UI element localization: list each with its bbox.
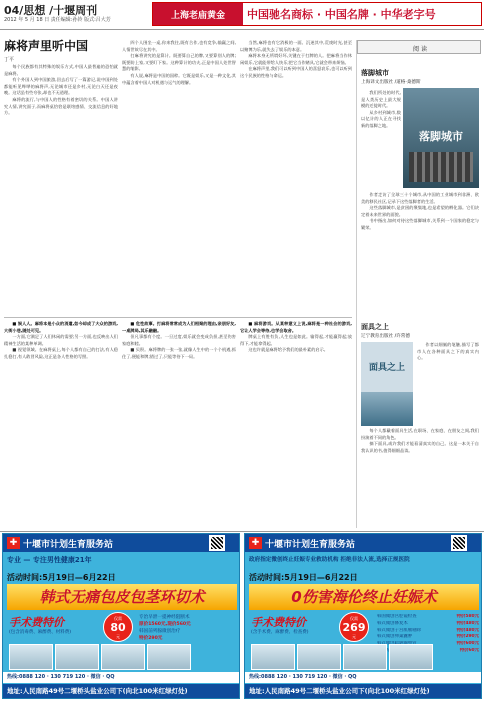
- article-column-3: [240, 40, 352, 314]
- ad-header: [3, 534, 239, 552]
- book2-title: 面具之上: [361, 323, 389, 331]
- subheading-paragraph: ■ 麻将游戏。从某种意义上说,麻将是一种社会的游戏,它让人学会等待,也学会取舍。: [240, 321, 352, 333]
- book2-publisher: 辽宁教育出版社 /许常德: [361, 334, 410, 339]
- book2-review: [361, 428, 479, 526]
- ad-fee-label: 手术费特价: [251, 616, 306, 629]
- divider: [4, 317, 352, 318]
- ad-photo: [55, 644, 99, 670]
- ad-clinic-name: 十堰市计划生育服务站: [23, 540, 114, 550]
- price-list-item: [377, 628, 479, 635]
- ad-fee-note: (含手术费、麻醉费、检查费): [251, 630, 309, 635]
- ad-headline: 0伤害海伦终止妊娠术: [249, 584, 479, 610]
- item-price: 特价290元: [456, 634, 479, 640]
- item-name: 韩式微创子宫肌瘤剔除: [377, 627, 421, 633]
- info-line: 韩国前列腺微创治疗: [139, 629, 181, 634]
- qr-code-icon: [451, 535, 467, 551]
- paragraph: 有人说,麻将是中国的国粹。它既是娱乐,又是一种文化,其中蕴含着中国人对机遇与运气的理解。: [122, 72, 236, 85]
- price-value: 269: [342, 621, 366, 634]
- paragraph: 牌桌上有胜有负,人生也是如此。输得起,才能赢得起;放得下,才能拿得起。: [240, 334, 352, 346]
- item-name: 韩式微创修复术: [377, 620, 408, 626]
- paragraph: 在麻将声里,我们可以听到中国人的喜怒哀乐,也可以听到这个民族的性格与命运。: [240, 66, 352, 78]
- paragraph: 麻将的流行,与中国人的性格有着密切的关系。中国人讲究人情,讲究面子,而麻将桌恰恰是联络感情、交流信息的好地方。: [4, 96, 118, 116]
- ad-fee-note: (包含消毒费、麻醉费、材料费): [9, 630, 72, 635]
- article-author: 丁平: [4, 57, 15, 63]
- info-line: 原价1560元,现价560元: [139, 622, 191, 627]
- book1-publisher: 上海译文出版社 /道格·桑德斯: [361, 80, 421, 85]
- ad-right[interactable]: [244, 533, 482, 699]
- item-price: 特价600元: [456, 641, 479, 647]
- ad-subtitle: 专业 — 专注男性健康21年: [7, 556, 92, 564]
- paragraph: 当然,麻将也有它消极的一面。沉迷其中,荒废时光,甚至以赌博为乐,就失去了娱乐的本意。: [240, 40, 352, 52]
- ad-contact: 热线:0888 120 · 130 719 120 · 微信 · QQ: [245, 672, 481, 683]
- ad-address: 地址:人民南路49号二堰桥头盐业公司下(向北100米红绿灯处): [245, 684, 481, 699]
- book1-cover-title: 落脚城市: [419, 130, 463, 143]
- paragraph: 麻将本身无所谓好坏,关键在于打牌的人。把麻将当作休闲娱乐,它就能带给人快乐;把它当作赌具,它就会带来烦恼。: [240, 53, 352, 65]
- price-currency: 元: [352, 634, 356, 639]
- info-line: 专治早泄一提神经阻断术: [139, 615, 190, 620]
- ad-headline: 韩式无痛包皮包茎环切术: [7, 584, 237, 610]
- ad-photo-strip: [251, 644, 477, 670]
- ad-left[interactable]: [2, 533, 240, 699]
- price-currency: 元: [116, 634, 120, 639]
- ad-address: 地址:人民南路49号二堰桥头盐业公司下(向北100米红绿灯处): [3, 684, 239, 699]
- ad-subtitle: 政府指定微创终止妊娠专业救助机构 拒绝非法人流,选择正规医院: [249, 557, 410, 563]
- subheading-paragraph: ■ 危性故事。打麻将常常成为人们相聚的理由,亲朋好友,一桌牌局,其乐融融。: [122, 321, 236, 333]
- price-list-item: [377, 614, 479, 621]
- reading-header: [357, 40, 481, 54]
- ad-fee-label: 手术费特价: [9, 616, 64, 629]
- section-label: 04/思想 /十堰周刊: [4, 4, 98, 17]
- reading-sidebar: [356, 40, 480, 528]
- reading-label: 阅 读: [413, 46, 427, 53]
- book1-title: 落脚城市: [361, 69, 389, 77]
- book1-intro: [361, 90, 401, 190]
- paragraph: 有个外国人到中国旅游,回去后写了一篇游记,说中国到处都能听见哗哗的麻将声,无论城市还是乡村,无论白天还是夜晚。这话虽有些夸张,却也不无道理。: [4, 77, 118, 96]
- gold-banner-ad[interactable]: [152, 2, 482, 26]
- ad-price-badge: [103, 612, 133, 642]
- article-column-2: [122, 40, 236, 314]
- ad-header: [245, 534, 481, 552]
- price-value: 80: [110, 621, 126, 634]
- date-line: 2012 年 5 月 18 日 责任编辑:孙铃 版式:吕大芳: [4, 17, 111, 23]
- article-column-6: [240, 321, 352, 529]
- info-line: 特价290元: [139, 636, 163, 641]
- paragraph: 一方面,它满足了人们休闲的需要;另一方面,也反映出人们精神生活的某种单调。: [4, 334, 118, 346]
- ad-photo: [343, 644, 387, 670]
- cross-icon: ✚: [7, 537, 20, 549]
- article-column-4: [4, 321, 118, 529]
- ad-photo: [297, 644, 341, 670]
- ad-photo: [101, 644, 145, 670]
- ad-clinic-name: 十堰市计划生育服务站: [265, 540, 356, 550]
- qr-code-icon: [209, 535, 225, 551]
- paragraph: 书中指出,如何对待这些落脚城市,关系到一个国家的稳定与繁荣。: [361, 218, 479, 230]
- item-price: 特价480元: [456, 627, 479, 633]
- price-prefix: 仅需: [114, 616, 122, 621]
- item-price: 特价60元: [459, 647, 479, 653]
- item-name: 韩式微创卵巢囊肿: [377, 634, 413, 640]
- page-header: [0, 0, 484, 30]
- price-list-item: [377, 621, 479, 628]
- book2-cover-image: [361, 342, 413, 426]
- subheading-paragraph: ■ 娱人人。麻将本是小众的消遣,如今却成了大众的游戏,大街小巷,随处可见。: [4, 321, 118, 333]
- paragraph: 摘下面具,或许我们才能看清真实的自己。这是一本关于自我认识的书,值得细细品读。: [361, 441, 479, 453]
- paragraph: 作者走访了全球三十个城市,从中国的工业城市到非洲、欧美的移民社区,记录下这些落脚者的生活。: [361, 192, 479, 204]
- paragraph: 每个人都戴着面具生活,在职场、在家庭、在朋友之间,我们扮演着不同的角色。: [361, 428, 479, 440]
- paragraph: 打麻将讲究的是算计。既要算自己的牌,又要算别人的牌;既要防上家,又要盯下家。这种算计的功夫,正是中国人处世智慧的缩影。: [122, 53, 236, 72]
- paragraph: 我们所处的时代,是人类历史上最大规模的迁徙时代。: [361, 90, 401, 109]
- price-list-item: [377, 634, 479, 641]
- paragraph: 这也许就是麻将给予我们的最朴素的启示。: [248, 347, 328, 353]
- item-price: 特价480元: [456, 620, 479, 626]
- ad-photo: [9, 644, 53, 670]
- paragraph: 但凡事都有个度。一旦过度,娱乐就会变成负担,甚至伤害家庭和睦。: [122, 334, 236, 346]
- ad-photo: [147, 644, 191, 670]
- cross-icon: ✚: [249, 537, 262, 549]
- item-name: 韩国微创宫腔镜检查: [377, 614, 417, 619]
- city-buildings-graphic: [409, 152, 473, 182]
- paragraph: 作者以细腻的笔触,描写了都市人在各种面具之下的真实内心。: [417, 342, 479, 361]
- article-column-5: [122, 321, 236, 529]
- ad-price-badge: [339, 612, 369, 642]
- ad-photo: [251, 644, 295, 670]
- paragraph: 这些落脚城市,是贫困的聚集地,也是希望的孵化器。它们决定着未来世界的面貌。: [361, 205, 479, 217]
- book2-intro: [417, 342, 479, 426]
- paragraph: 每个民族都有其特殊的娱乐方式,中国人最普遍的恐怕就是麻将。: [4, 64, 118, 76]
- gold-slogan: 中国驰名商标 · 中国名牌 · 中华老字号: [247, 8, 436, 21]
- article-column-1: [4, 64, 118, 314]
- book1-review: [361, 192, 479, 314]
- cover-graphic: [361, 392, 413, 426]
- paragraph: 从乡村到城市,数以亿计的人正在寻找新的落脚之地。: [361, 109, 401, 128]
- article-title: 麻将声里听中国: [4, 39, 89, 53]
- book2-cover-title: 面具之上: [368, 363, 405, 373]
- ad-date: 活动时间:5月19日—6月22日: [249, 573, 358, 582]
- ad-contact: 热线:0888 120 · 130 719 120 · 微信 · QQ: [3, 672, 239, 683]
- ad-side-info: [139, 614, 237, 642]
- ad-photo-strip: [9, 644, 235, 670]
- paragraph: ■ 贝积。麻将牌的一张一张,就像人生中的一个个机遇,抓住了,便能和牌;错过了,只能等待下一局。: [122, 347, 236, 359]
- gold-logo: 上海老庙黄金: [153, 3, 243, 25]
- price-prefix: 仅需: [350, 616, 358, 621]
- ad-photo: [389, 644, 433, 670]
- paragraph: ■ 视觉领域。在麻将桌上,每个人都有自己的打法,有人稳扎稳打,有人敢冒风险,这正是各人性格的写照。: [4, 347, 118, 359]
- divider: [0, 531, 484, 532]
- item-price: 特价580元: [456, 614, 479, 619]
- book1-cover-image: [403, 88, 479, 188]
- paragraph: 四个人围坐一桌,你来我往,既有合作,也有竞争,输赢之间,人情世故尽在其中。: [122, 40, 236, 52]
- ad-date: 活动时间:5月19日—6月22日: [7, 573, 116, 582]
